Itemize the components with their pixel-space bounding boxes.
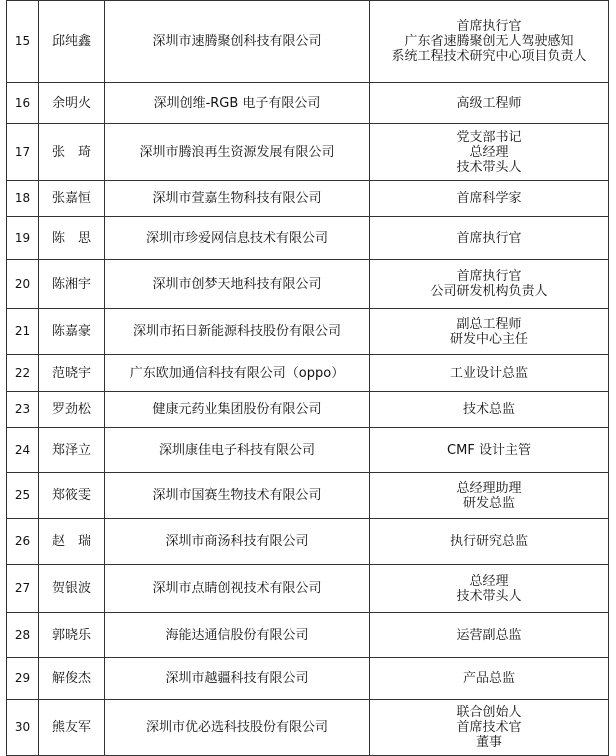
table-row — [7, 700, 609, 756]
job-title-line: 首席执行官 — [456, 19, 522, 34]
company-name: 深圳市国赛生物技术有限公司 — [105, 473, 370, 519]
job-title-line: 高级工程师 — [456, 95, 522, 111]
job-title — [370, 355, 609, 392]
row-number: 16 — [7, 83, 39, 124]
table-row — [7, 217, 609, 260]
job-title — [370, 565, 609, 613]
company-name: 海能达通信股份有限公司 — [105, 613, 370, 658]
job-title-line: 系统工程技术研究中心项目负责人 — [391, 49, 587, 64]
job-title-line: 董事 — [475, 735, 502, 750]
row-number: 18 — [7, 181, 39, 217]
job-title — [370, 217, 609, 260]
job-title-line: 党支部书记 — [456, 129, 522, 145]
row-number: 25 — [7, 473, 39, 519]
person-name: 罗劲松 — [39, 392, 105, 428]
job-title-line: 技术带头人 — [456, 159, 522, 175]
table-row — [7, 565, 609, 613]
table-row — [7, 473, 609, 519]
row-number: 30 — [7, 700, 39, 756]
job-title — [370, 613, 609, 658]
job-title-line: 总经理 — [469, 573, 509, 589]
person-name: 郭晓乐 — [39, 613, 105, 658]
job-title-line: 联合创始人 — [456, 705, 522, 720]
job-title-line: CMF 设计主管 — [447, 442, 531, 458]
job-title — [370, 392, 609, 428]
person-name: 张 琦 — [39, 124, 105, 181]
person-name: 陈 思 — [39, 217, 105, 260]
job-title — [370, 473, 609, 519]
company-name: 深圳市商汤科技有限公司 — [105, 519, 370, 565]
job-title-line: 执行研究总监 — [449, 534, 528, 549]
company-name: 深圳市腾浪再生资源发展有限公司 — [105, 124, 370, 181]
job-title — [370, 260, 609, 309]
job-title — [370, 309, 609, 355]
row-number: 21 — [7, 309, 39, 355]
job-title — [370, 124, 609, 181]
row-number: 26 — [7, 519, 39, 565]
job-title — [370, 658, 609, 700]
company-name: 广东欧加通信科技有限公司（oppo） — [105, 355, 370, 392]
job-title-line: 总经理 — [469, 144, 509, 160]
job-title-line: 总经理助理 — [456, 480, 522, 496]
person-name: 郑泽立 — [39, 428, 105, 473]
job-title-line: 副总工程师 — [456, 316, 522, 332]
row-number: 23 — [7, 392, 39, 428]
person-name: 邱纯鑫 — [39, 1, 105, 83]
job-title-line: 技术带头人 — [456, 588, 522, 604]
table-row — [7, 309, 609, 355]
table-row — [7, 428, 609, 473]
person-name: 陈湘宇 — [39, 260, 105, 309]
company-name: 深圳市拓日新能源科技股份有限公司 — [105, 309, 370, 355]
job-title-line: 技术总监 — [462, 402, 515, 417]
table-row — [7, 83, 609, 124]
table-row — [7, 392, 609, 428]
job-title — [370, 83, 609, 124]
row-number: 29 — [7, 658, 39, 700]
table-row — [7, 613, 609, 658]
table-row — [7, 355, 609, 392]
job-title-line: 工业设计总监 — [449, 365, 528, 381]
table-body — [7, 1, 609, 756]
company-name: 深圳市优必选科技股份有限公司 — [105, 700, 370, 756]
person-name: 范晓宇 — [39, 355, 105, 392]
job-title-line: 首席执行官 — [456, 269, 522, 284]
row-number: 15 — [7, 1, 39, 83]
company-name: 深圳市珍爱网信息技术有限公司 — [105, 217, 370, 260]
table-row — [7, 124, 609, 181]
job-title — [370, 181, 609, 217]
company-name: 深圳市点睛创视技术有限公司 — [105, 565, 370, 613]
job-title-line: 研发中心主任 — [449, 331, 528, 347]
table-row — [7, 260, 609, 309]
person-name: 解俊杰 — [39, 658, 105, 700]
row-number: 24 — [7, 428, 39, 473]
job-title-line: 研发总监 — [462, 495, 515, 511]
row-number: 22 — [7, 355, 39, 392]
table-row — [7, 181, 609, 217]
company-name: 深圳市创梦天地科技有限公司 — [105, 260, 370, 309]
job-title-line: 首席科学家 — [456, 191, 522, 206]
job-title — [370, 700, 609, 756]
row-number: 19 — [7, 217, 39, 260]
job-title — [370, 519, 609, 565]
person-name: 郑筱雯 — [39, 473, 105, 519]
row-number: 20 — [7, 260, 39, 309]
job-title-line: 首席执行官 — [456, 230, 522, 246]
job-title-line: 运营副总监 — [456, 627, 522, 643]
job-title-line: 首席技术官 — [456, 720, 522, 735]
company-name: 深圳市萱嘉生物科技有限公司 — [105, 181, 370, 217]
person-name: 贺银波 — [39, 565, 105, 613]
job-title-line: 产品总监 — [462, 671, 515, 686]
job-title — [370, 1, 609, 83]
row-number: 28 — [7, 613, 39, 658]
company-name: 深圳市速腾聚创科技有限公司 — [105, 1, 370, 83]
row-number: 27 — [7, 565, 39, 613]
company-name: 深圳市越疆科技有限公司 — [105, 658, 370, 700]
person-name: 陈嘉豪 — [39, 309, 105, 355]
job-title-line: 广东省速腾聚创无人驾驶感知 — [404, 34, 574, 49]
job-title — [370, 428, 609, 473]
person-name: 赵 瑞 — [39, 519, 105, 565]
company-name: 深圳创维-RGB 电子有限公司 — [105, 83, 370, 124]
row-number: 17 — [7, 124, 39, 181]
award-list-table — [6, 0, 609, 756]
job-title-line: 公司研发机构负责人 — [430, 284, 548, 299]
table-row — [7, 519, 609, 565]
company-name: 深圳康佳电子科技有限公司 — [105, 428, 370, 473]
company-name: 健康元药业集团股份有限公司 — [105, 392, 370, 428]
person-name: 余明火 — [39, 83, 105, 124]
table-row — [7, 1, 609, 83]
person-name: 张嘉恒 — [39, 181, 105, 217]
table-row — [7, 658, 609, 700]
person-name: 熊友军 — [39, 700, 105, 756]
